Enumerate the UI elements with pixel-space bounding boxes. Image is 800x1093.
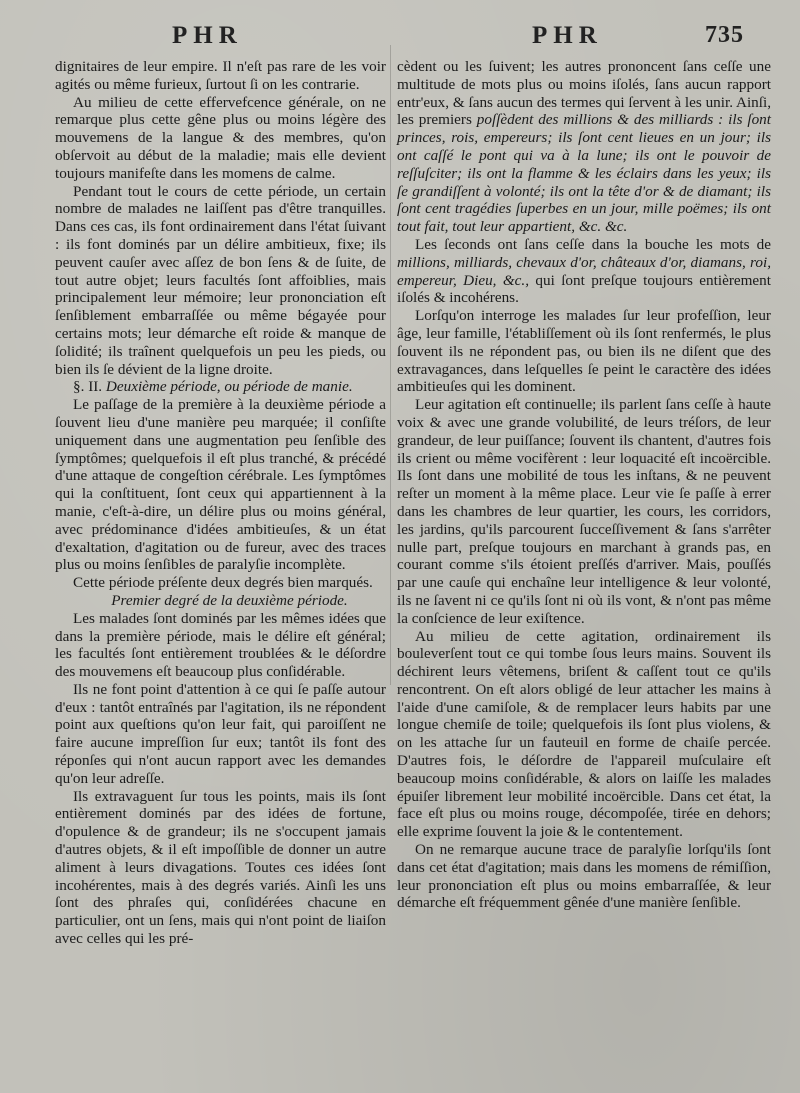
section-heading xyxy=(55,378,386,396)
paragraph: Le paſſage de la première à la deuxième période a ſouvent lieu d'une manière peu marquée; il conſiſte uniquement dans une augmentation peu ſenſible des ſymptômes; quelquefois il eſt plus tranché, & précédé d'une attaque de congeſtion cérébrale. Les ſymptômes qui la conſtituent, ſont ceux qui appartiennent à la manie, c'eſt-à-dire, un délire plus ou moins général, avec prédominance d'idées ambitieuſes, & un état d'exaltation, d'agitation ou de fureur, avec des traces plus ou moins ſenſibles de paralyſie incomplète. xyxy=(55,396,386,574)
paragraph: Pendant tout le cours de cette période, un certain nombre de malades ne laiſſent pas d'être tranquilles. Dans ces cas, ils font ordinairement dans l'état ſuivant : ils font dominés par un délire ambitieux, fixe; ils peuvent cauſer avec aſſez de bon ſens & de ſuite, de tout autre objet; leurs facultés ſont affoiblies, mais principalement leur mémoire; leur prononciation eſt ſenſiblement embarraſſée ou même bégayée pour certains mots; leur démarche eſt roide & manque de ſolidité; ils traînent quelquefois un peu les pieds, ou bien ils ſe dévient de la ligne droite. xyxy=(55,182,386,378)
paragraph xyxy=(397,236,771,307)
paragraph: On ne remarque aucune trace de paralyſie lorſqu'ils ſont dans cet état d'agitation; mais dans les momens de rémiſſion, leur prononciation eſt plus ou moins embarraſſée, & leur démarche eſt fréquemment gênée d'une manière ſenſible. xyxy=(397,841,771,912)
page-number: 735 xyxy=(705,22,744,48)
right-column xyxy=(397,58,771,912)
column-divider xyxy=(390,45,391,685)
paragraph: Au milieu de cette agitation, ordinairement ils bouleverſent tout ce qui tombe ſous leurs mains. Souvent ils déchirent leurs vêtemens, briſent & caſſent tout ce qu'ils rencontrent. On eſt alors obligé de leur attacher les mains à l'aide d'une camiſole, & de remplacer leurs habits par une longue chemiſe de toile; quelquefois ils ſont plus violens, & on les attache ſur un fauteuil en forme de chaiſe percée. D'autres fois, le déſordre de l'appareil muſculaire eſt beaucoup moins conſidérable, & alors on laiſſe les malades épuiſer librement leur mobilité incoërcible. Dans cet état, la face eſt plus ou moins rouge, décompoſée, tirée en dehors; elle exprime ſouvent la joie & le contentement. xyxy=(397,627,771,841)
paragraph: Ils extravaguent ſur tous les points, mais ils ſont entièrement dominés par des idées de fortune, d'opulence & de grandeur; ils ne s'occupent jamais d'autres objets, & il eſt impoſſible de donner un autre aliment à leurs divagations. Toutes ces idées ſont incohérentes, mais à des degrés variés. Ainſi les uns ſont des phraſes qui, conſidérées chacune en particulier, ont un ſens, mais qui n'ont point de liaiſon avec celles qui les pré- xyxy=(55,787,386,948)
paragraph: Au milieu de cette effervefcence générale, on ne remarque plus cette gêne plus ou moins légère des mouvemens de la langue & des membres, qu'on obſervoit au début de la maladie; mais elle devient toujours manifeſte dans les momens de calme. xyxy=(55,93,386,182)
italic-run: poſſèdent des millions & des milliards : ils ſont princes, rois, empereurs; ils ſont cent lieues en un jour; ils ont caſſé le pont qui va à la lune; ils ont le pouvoir de reſſuſciter; ils ont la flamme & les éclairs dans les yeux; ils ſe grandiſſent à volonté; ils ont la tête d'or & de diamant; ils ſont cent tragédies ſuperbes en un jour, mille poëmes; ils ont tout fait, tout leur appartient, &c. &c. xyxy=(397,111,771,236)
paragraph: Leur agitation eſt continuelle; ils parlent ſans ceſſe à haute voix & avec une grande volubilité, de leurs tréſors, de leur grandeur, de leur puiſſance; ſouvent ils chantent, d'autres fois ils crient ou même vocifèrent : leur loquacité eſt incoërcible. Ils ſont dans une mobilité de tous les inſtans, & ne peuvent reſter un moment à la même place. Leur vie ſe paſſe à errer dans les chambres de leur quartier, les cours, les corridors, les jardins, qu'ils parcourent ſucceſſivement & ſans s'arrêter nulle part, preſque toujours en marchant à grands pas, en courant comme s'ils étoient preſſés d'arriver. Mais, pouſſés par une cauſe qui enchaîne leur intelligence & leur volonté, ils ne ſavent ni ce qu'ils ſont ni où ils vont, & n'ont pas même la conſcience de leur exiſtence. xyxy=(397,396,771,627)
subsection-title: Premier degré de la deuxième période. xyxy=(111,591,348,609)
running-head-right: PHR xyxy=(532,22,603,49)
text-run: qui ſont preſque toujours entièrement iſolés & incohérens. xyxy=(397,271,771,307)
paragraph: dignitaires de leur empire. Il n'eſt pas rare de les voir agités ou même furieux, ſurtout ſi on les contrarie. xyxy=(55,58,386,93)
italic-run: millions, milliards, chevaux d'or, châteaux d'or, diamans, roi, empereur, Dieu, &c., xyxy=(397,253,771,289)
paragraph: Ils ne font point d'attention à ce qui ſe paſſe autour d'eux : tantôt entraînés par l'agitation, ils ne répondent point aux queſtions qu'on leur fait, qui paroiſſent ne faire aucune impreſſion ſur eux; tantôt ils font des réponſes qui n'ont aucun rapport avec les demandes qu'on leur adreſſe. xyxy=(55,680,386,787)
section-title: Deuxième période, ou période de manie. xyxy=(105,378,353,396)
left-column xyxy=(55,58,386,948)
paragraph: Lorſqu'on interroge les malades ſur leur profeſſion, leur âge, leur famille, l'établiſſement où ils ſont renfermés, le plus ſouvent ils ne répondent pas, ou bien ils ne diſent que des extravagances, dans leſquelles ſe peint le caractère des idées ambitieuſes qui les dominent. xyxy=(397,307,771,396)
text-run: cèdent ou les ſuivent; les autres prononcent ſans ceſſe une multitude de mots plus ou moins iſolés, ſans aucun rapport entr'eux, & ſans aucun des termes qui ſervent à les unir. Ainſi, les premiers xyxy=(397,58,771,129)
paragraph: Cette période préſente deux degrés bien marqués. xyxy=(73,574,373,592)
section-number: §. II. xyxy=(73,378,103,396)
running-head-left: PHR xyxy=(172,22,243,49)
text-run: Les ſeconds ont ſans ceſſe dans la bouche les mots de xyxy=(415,235,771,253)
paragraph xyxy=(397,58,771,236)
paragraph: Les malades ſont dominés par les mêmes idées que dans la première période, mais le délire eſt général; les facultés ſont entièrement troublées & le déſordre des mouvemens eſt beaucoup plus conſidérable. xyxy=(55,609,386,681)
